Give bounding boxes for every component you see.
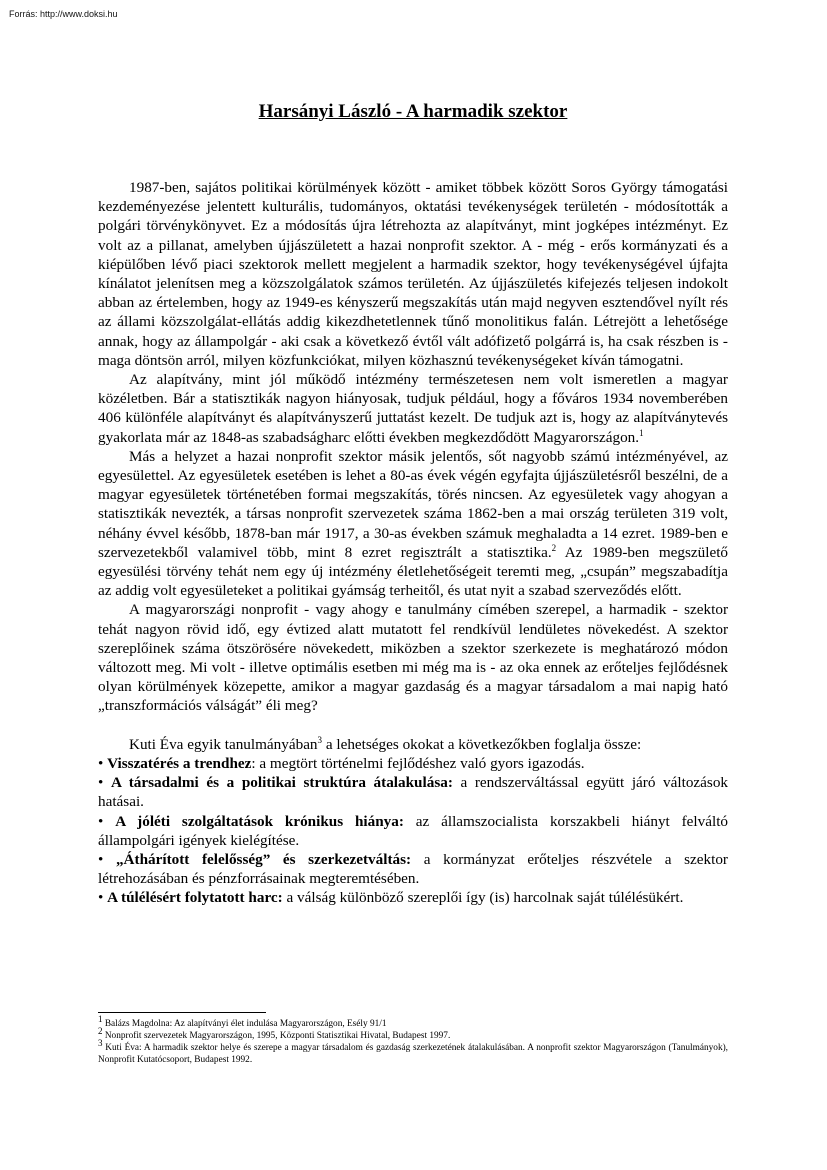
footnote-ref-3[interactable]: 3 (317, 734, 323, 745)
list-item-text: : a megtört történelmi fejlődéshez való gyors igazodás. (251, 754, 585, 772)
list-item-text: a kormányzat erőteljes részvétele a szektor létrehozásában és pénzforrásainak megteremtésében. (98, 850, 728, 888)
footnote-number: 1 (98, 1013, 103, 1024)
bullet-icon: • (98, 812, 104, 830)
footnote-text: Nonprofit szervezetek Magyarországon, 1995, Központi Statisztikai Hivatal, Budapest 1997. (104, 1031, 451, 1041)
footnote-1 (98, 1013, 728, 1030)
bullet-icon: • (98, 850, 104, 868)
footnote-ref-1[interactable]: 1 (639, 427, 644, 438)
bullet-icon: • (98, 754, 104, 772)
intro-paragraph (98, 735, 728, 754)
intro-text-after: a lehetséges okokat a következőkben foglalja össze: (322, 735, 642, 753)
bullet-icon: • (98, 889, 104, 907)
list-item-text: az államszocialista korszakbeli hiányt felváltó állampolgári igények kielégítése. (98, 812, 729, 849)
footnote-3 (98, 1037, 729, 1066)
footnote-divider (98, 1012, 266, 1013)
paragraph-3 (98, 447, 728, 601)
bullet-icon: • (98, 774, 104, 792)
source-label: Forrás: http://www.doksi.hu (9, 9, 118, 19)
list-item (98, 754, 728, 773)
list-item-lead: A jóléti szolgáltatások krónikus hiánya: (115, 812, 404, 830)
list-item (98, 888, 728, 907)
footnotes (98, 1013, 729, 1066)
paragraph-3-text: Más a helyzet a hazai nonprofit szektor másik jelentős, sőt nagyobb számú intézményével, az egyesülettel. Az egyesületek esetében is lehet a 80-as évek végén egyfajta újjászületésről beszélni, de a magyar egyesületek történetében formai megszakítás, törés nincsen. Az egyesületek vagy ahogyan a statisztikák nevezték, a társas nonprofit szervezetek száma 1862-ben a mai ország területen 319 volt, néhány évvel később, 1878-ban már 1917, a 30-as években számuk meghaladta a 14 ezret. 1989-ben e szervezetekből valamivel több, mint 8 ezret regisztrált a statisztika. (98, 447, 728, 561)
list-item-lead: Visszatérés a trendhez (107, 754, 252, 772)
list-item-text: a válság különböző szereplői így (is) harcolnak saját túlélésükért. (282, 889, 684, 907)
paragraph-2 (98, 370, 728, 447)
reasons-list (98, 754, 728, 908)
list-item (98, 812, 728, 850)
list-item-text: a rendszerváltással együtt járó változások hatásai. (98, 774, 729, 811)
document-body (98, 178, 728, 908)
list-item-lead: A túlélésért folytatott harc: (107, 889, 283, 907)
footnote-2 (98, 1025, 728, 1042)
list-item-lead: „Áthárított felelősség” és szerkezetváltás: (115, 850, 412, 868)
list-item (98, 773, 728, 811)
intro-text-before: Kuti Éva egyik tanulmányában (129, 735, 318, 753)
footnote-text: Balázs Magdolna: Az alapítványi élet indulása Magyarországon, Esély 91/1 (104, 1019, 387, 1029)
document-title: Harsányi László - A harmadik szektor (258, 101, 568, 122)
paragraph-4-text: A magyarországi nonprofit - vagy ahogy e tanulmány címében szerepel, a harmadik - szektor tehát nagyon rövid idő, egy évtized alatt mutatott fel rendkívül lendületes növekedést. A szektor szereplőinek száma ötszörösére növekedett, miközben a szektor szerkezete is meghatározó módon változott meg. Mi volt - illetve optimális esetben mi még ma is - az oka ennek az erőteljes fejlődésnek olyan körülmények közepette, amikor a magyar gazdaság és a magyar társadalom a mai napig ható „transzformációs válságát” éli meg? (98, 601, 728, 715)
footnote-ref-2[interactable]: 2 (551, 542, 557, 553)
footnote-number: 2 (98, 1025, 103, 1036)
paragraph-4 (98, 600, 728, 715)
paragraph-3-text-after: Az 1989-ben megszülető egyesülési törvény tehát nem egy új intézmény életlehetőségeit teremti meg, „csupán” megszabadítja az addig volt egyesületeket a politikai gyámság terheitől, és utat nyit a szabad szerveződés előtt. (98, 543, 729, 600)
list-item (98, 850, 728, 888)
paragraph-1-text: 1987-ben, sajátos politikai körülmények között - amiket többek között Soros György támogatási kezdeményezése jelentett kulturális, tudományos, oktatási tevékenységek területén - módosították a polgári törvénykönyvet. Ez a módosítás újra létrehozta az alapítványt, mint jogképes intézményt. Ez volt az a pillanat, amelyben újjászületett a hazai nonprofit szektor. A - még - erős kormányzati és a kiépülőben lévő piaci szektorok mellett megjelent a harmadik szektor, hogy tevékenységével újfajta kínálatot jelenítsen meg a közszolgálatok számos területén. Az újjászületés kifejezés teljesen indokolt abban az értelemben, hogy az 1949-es kényszerű megszakítás után majd negyven esztendővel nyílt rés az állami közszolgálat-ellátás addig kikezdhetetlennek tűnő monolitikus falán. Létrejött a lehetősége annak, hogy az állampolgár - aki csak a következő évtől vált adófizető polgárrá is, ha csak részben is - maga döntsön arról, milyen közfunkciókat, milyen közhasznú tevékenységeket kíván támogatni. (98, 179, 728, 369)
footnote-number: 3 (98, 1037, 103, 1048)
paragraph-2-text: Az alapítvány, mint jól működő intézmény természetesen nem volt ismeretlen a magyar közéletben. Bár a statisztikák nagyon hiányosak, tudjuk például, hogy a főváros 1934 novemberében 406 különféle alapítványt és alapítványszerű juttatást kezelt. De tudjuk azt is, hogy az alapítványtevés gyakorlata már az 1848-as szabadságharc előtti években megkezdődött Magyarországon. (98, 371, 728, 446)
footnote-text: Kuti Éva: A harmadik szektor helye és szerepe a magyar társadalom és gazdaság szerkezetének átalakulásában. A nonprofit szektor Magyarországon (Tanulmányok), Nonprofit Kutatócsoport, Budapest 1992. (98, 1043, 729, 1065)
paragraph-1 (98, 178, 728, 370)
list-item-lead: A társadalmi és a politikai struktúra átalakulása: (110, 774, 453, 792)
